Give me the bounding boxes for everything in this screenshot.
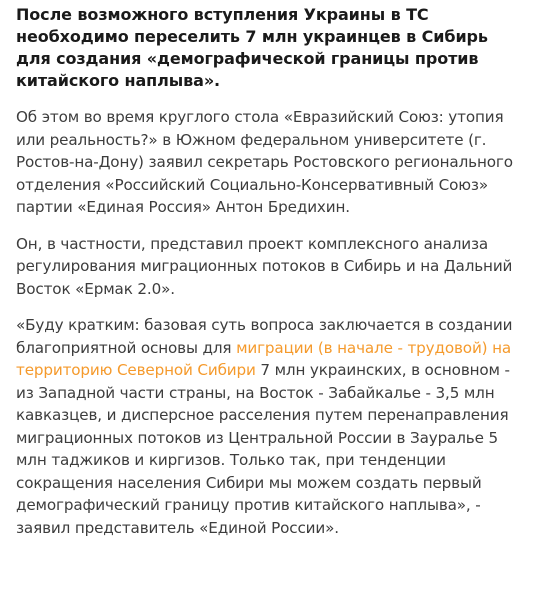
paragraph-3-text-before: «Буду кратким: базовая суть вопроса заключается в создании благоприятной основы для [16,316,513,357]
migration-link[interactable]: миграции (в начале - трудовой) на территорию Северной Сибири [16,338,512,379]
article-paragraph-1: Об этом во время круглого стола «Евразийский Союз: утопия или реальность?» в Южном федеральном университете (г. Ростов-на-Дону) заявил секретарь Ростовского регионального отделения «Российский Социально-Консервативный Союз» партии «Единая Россия» Антон Бредихин. [16,108,513,216]
article-headline: После возможного вступления Украины в ТС необходимо переселить 7 млн украинцев в Сибирь для создания «демографической границы против китайского наплыва». [16,5,488,90]
paragraph-3-text-after: 7 млн украинских, в основном - из Западной части страны, на Восток - Забайкалье - 3,5 млн кавказцев, и дисперсное расселения путем перенаправления миграционных потоков из Центральной России в Зауралье 5 млн таджиков и киргизов. Только так, при тенденции сокращения населения Сибири мы можем создать первый демографический границу против китайского наплыва», - заявил представитель «Единой России». [16,361,510,537]
article-paragraph-3 [16,314,518,539]
article-paragraph-2: Он, в частности, представил проект комплексного анализа регулирования миграционных потоков в Сибирь и на Дальний Восток «Ермак 2.0». [16,234,513,298]
